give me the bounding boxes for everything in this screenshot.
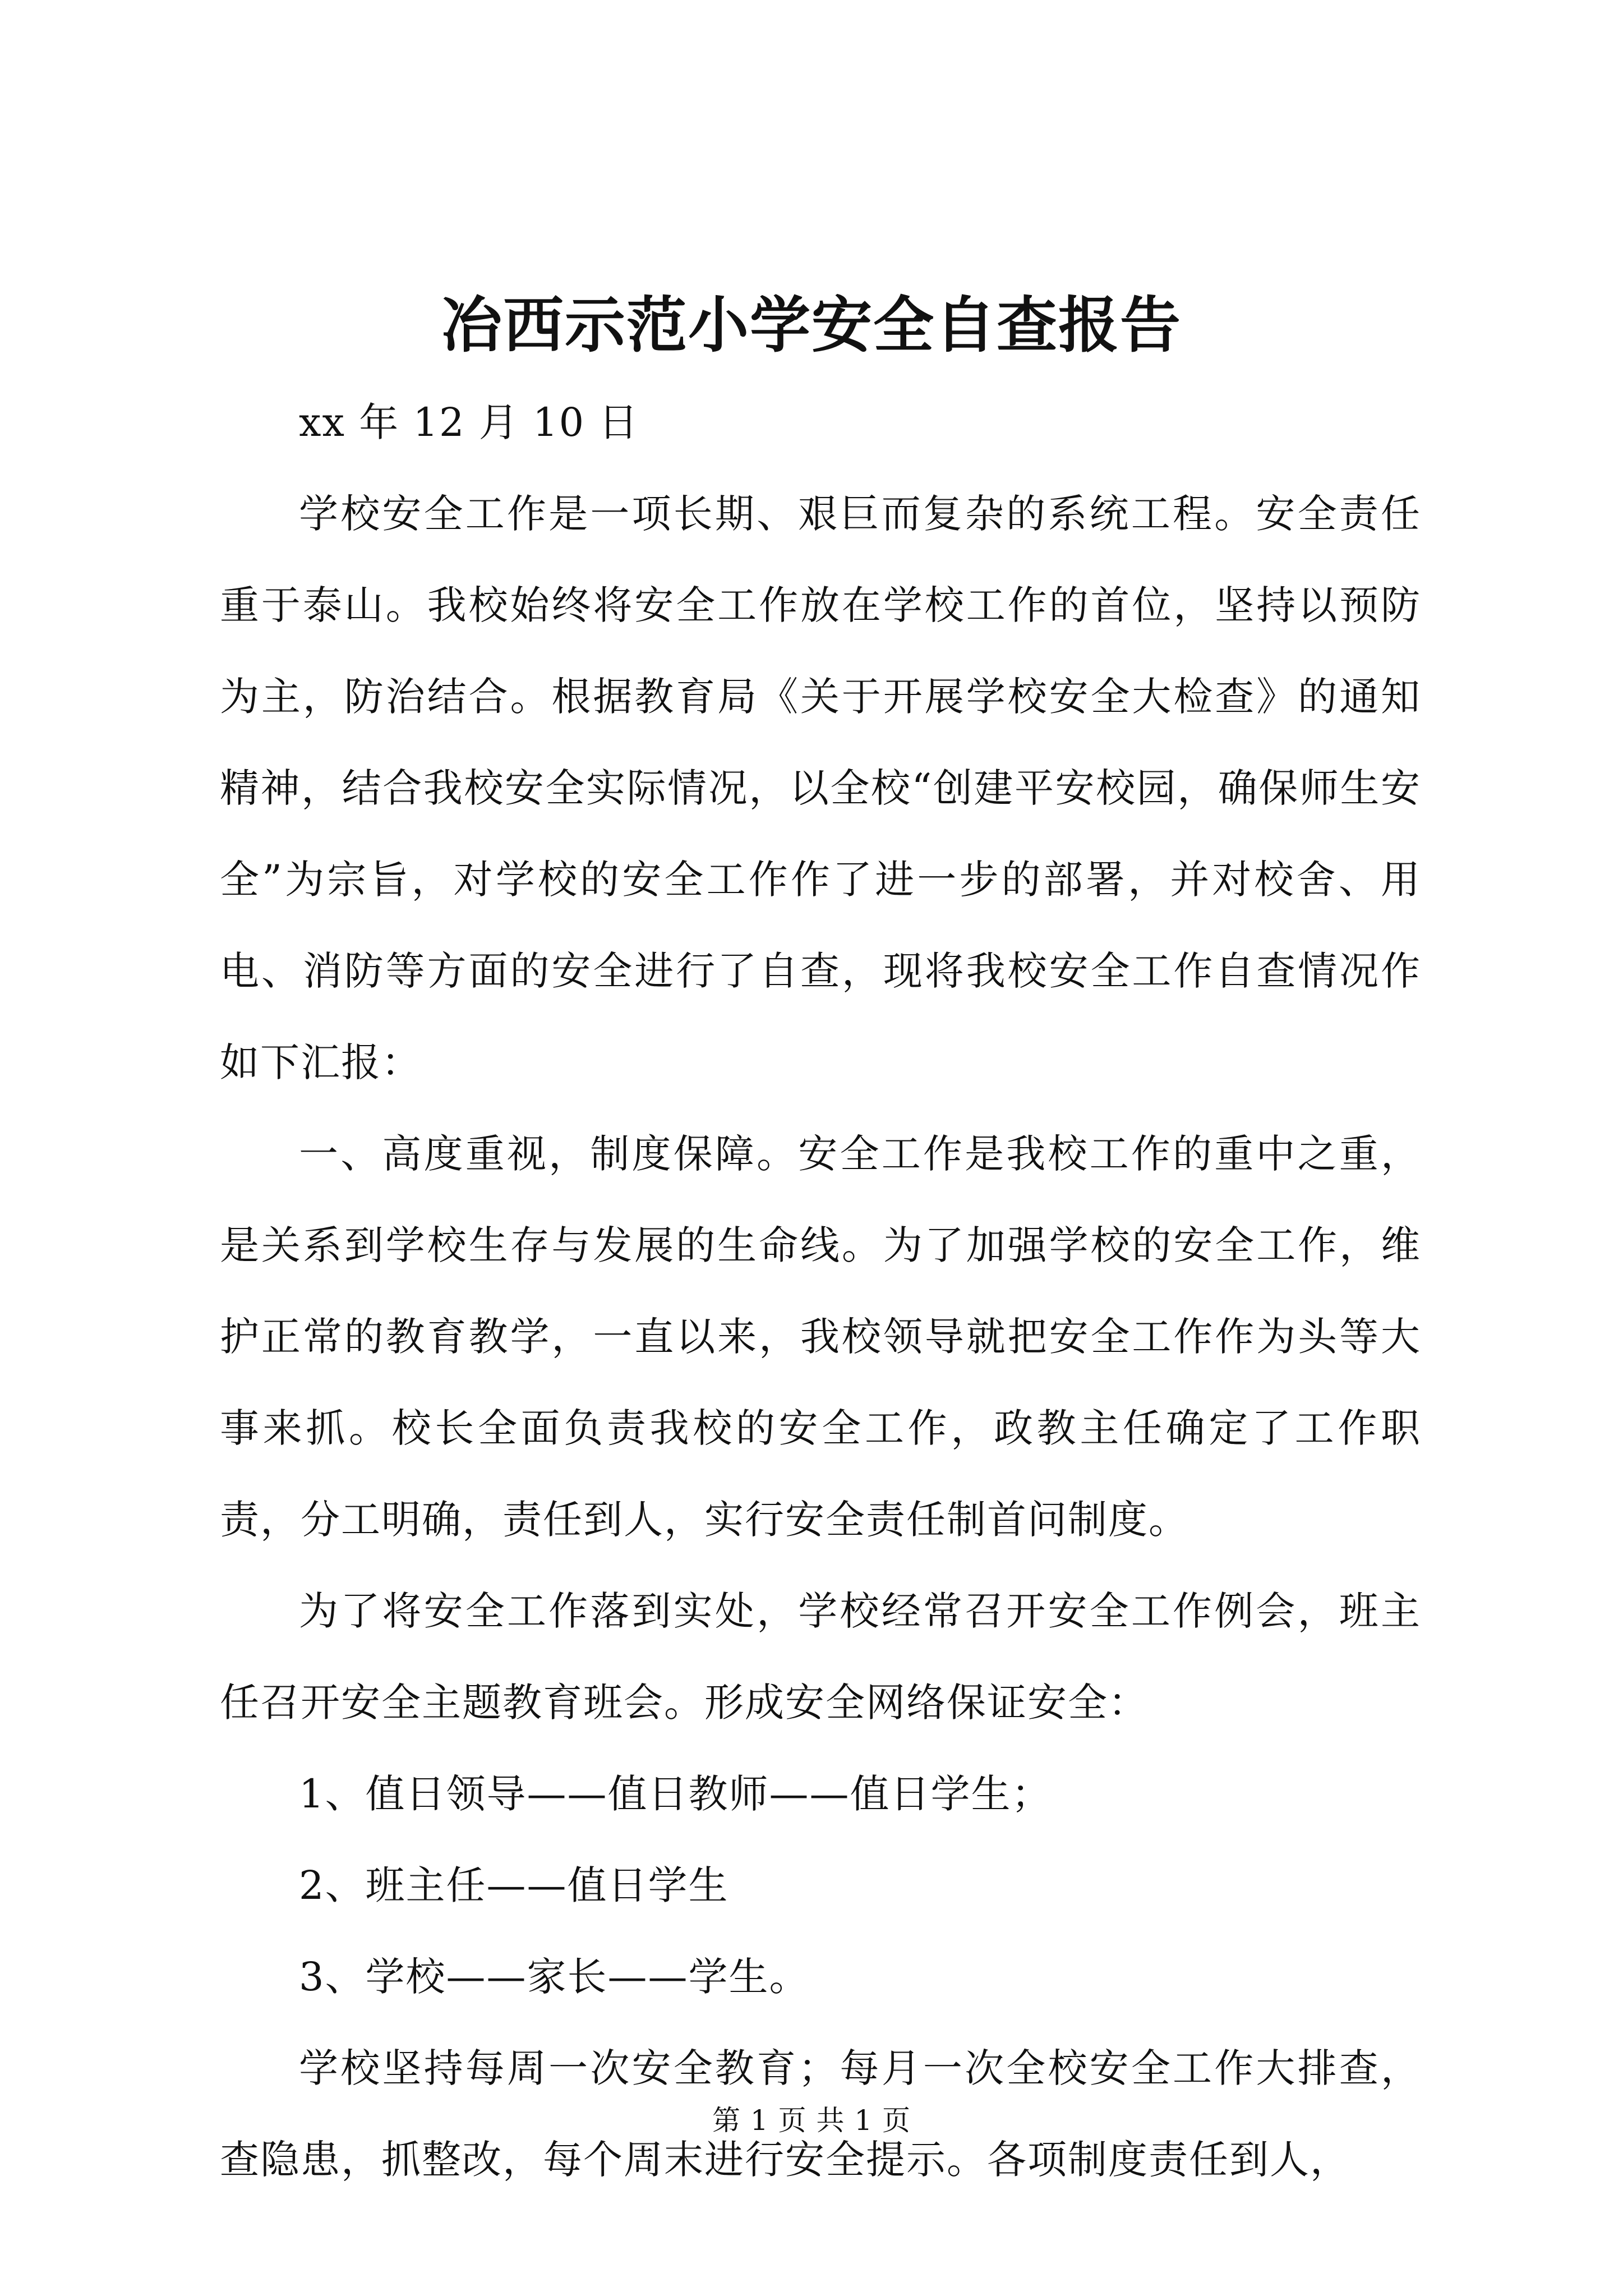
document-body xyxy=(220,377,1421,2206)
page-footer: 第 1 页 共 1 页 xyxy=(712,2104,911,2137)
paragraph-safety-meeting: 为了将安全工作落到实处，学校经常召开安全工作例会，班主任召开安全主题教育班会。形成安全网络保证安全： xyxy=(220,1588,1421,1726)
paragraph-weekly-education: 学校坚持每周一次安全教育；每月一次全校安全工作大排查，查隐患，抓整改，每个周末进行安全提示。各项制度责任到人， xyxy=(220,2045,1421,2183)
document-title: 冶西示范小学安全自查报告 xyxy=(441,290,1182,361)
list-item-3: 3、学校——家长——学生。 xyxy=(299,1954,810,2000)
paragraph-section-one: 一、高度重视，制度保障。安全工作是我校工作的重中之重，是关系到学校生存与发展的生命线。为了加强学校的安全工作，维护正常的教育教学，一直以来，我校领导就把安全工作作为头等大事来抓。校长全面负责我校的安全工作，政教主任确定了工作职责，分工明确，责任到人，实行安全责任制首问制度。 xyxy=(220,1131,1421,1543)
paragraph-intro: 学校安全工作是一项长期、艰巨而复杂的系统工程。安全责任重于泰山。我校始终将安全工作放在学校工作的首位，坚持以预防为主，防治结合。根据教育局《关于开展学校安全大检查》的通知精神，结合我校安全实际情况，以全校“创建平安校园，确保师生安全”为宗旨，对学校的安全工作作了进一步的部署，并对校舍、用电、消防等方面的安全进行了自查，现将我校安全工作自查情况作如下汇报： xyxy=(220,491,1421,1085)
date-line: xx 年 12 月 10 日 xyxy=(299,399,639,445)
list-item-1: 1、值日领导——值日教师——值日学生； xyxy=(299,1771,1052,1817)
list-item-2: 2、班主任——值日学生 xyxy=(299,1862,729,1908)
